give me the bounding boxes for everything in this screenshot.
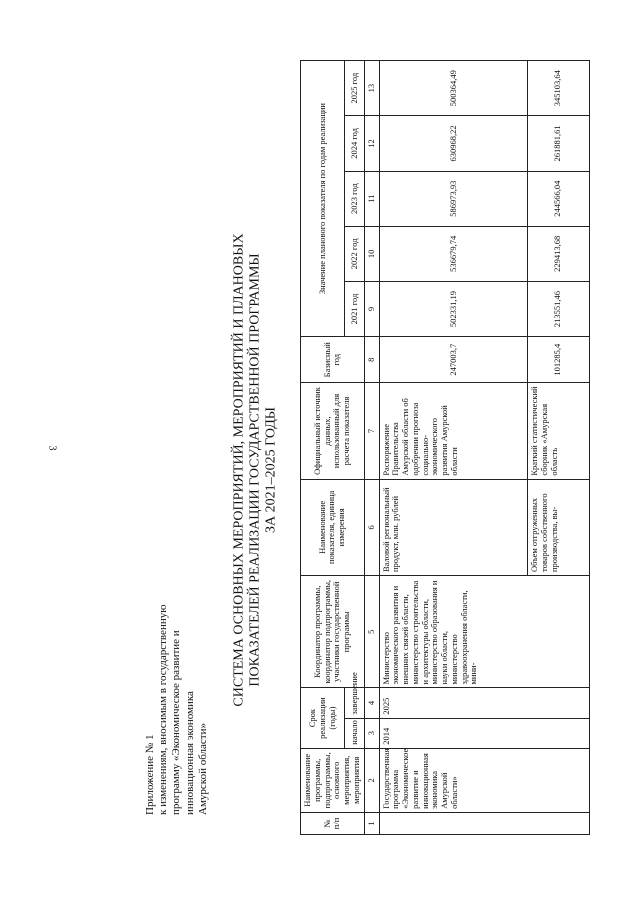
index-cell: 1 [364, 812, 379, 834]
index-cell: 13 [364, 61, 379, 116]
appendix-note [144, 515, 210, 815]
index-cell: 9 [364, 281, 379, 336]
header-source: Официальный источник данных, использованный для расчета показателя [301, 383, 365, 479]
term-end-cell: 2025 [379, 688, 589, 718]
value-2023-cell: 586973,93 [379, 171, 528, 226]
indicators-table [300, 60, 590, 835]
index-cell: 12 [364, 116, 379, 171]
base-year-cell: 101285,4 [528, 337, 589, 383]
indicator-source-cell: Краткий статистический сборник «Амурская область [528, 383, 589, 479]
header-year-2023: 2023 год [345, 171, 364, 226]
header-name: Наименование программы, подпрограммы, основного мероприятия, мероприятия [301, 748, 365, 812]
index-cell: 5 [364, 576, 379, 688]
value-2021-cell: 502331,19 [379, 281, 528, 336]
title-line: ЗА 2021–2025 ГОДЫ [263, 406, 279, 534]
table-row [379, 61, 528, 835]
value-2023-cell: 244566,04 [528, 171, 589, 226]
header-term: Срок реализации (годы) [301, 688, 345, 748]
title-line: СИСТЕМА ОСНОВНЫХ МЕРОПРИЯТИЙ, МЕРОПРИЯТИЙ И ПЛАНОВЫХ [231, 233, 247, 707]
appendix-line: к изменениям, вносимым в государственную [157, 604, 170, 815]
coordinator-cell: Министерство экономического развития и внешних связей области, министерство строительства и архитектуры области, министерство образования и науки области, министерство здравоохранения области, мини- [379, 576, 589, 688]
term-start-cell: 2014 [379, 718, 589, 748]
header-year-2022: 2022 год [345, 226, 364, 281]
index-cell: 3 [364, 718, 379, 748]
value-2021-cell: 213551,46 [528, 281, 589, 336]
value-2025-cell: 345103,64 [528, 61, 589, 116]
row-num-cell [379, 812, 589, 834]
document-title [232, 210, 280, 730]
index-cell: 8 [364, 337, 379, 383]
header-indicator: Наименование показателя, единица измерения [301, 479, 365, 575]
title-line: ПОКАЗАТЕЛЕЙ РЕАЛИЗАЦИИ ГОСУДАРСТВЕННОЙ ПРОГРАММЫ [247, 253, 263, 687]
appendix-line: Амурской области» [196, 723, 209, 815]
indicator-name-cell: Объем отгруженных товаров собственного производства, вы- [528, 479, 589, 575]
value-2024-cell: 261881,61 [528, 116, 589, 171]
index-cell: 7 [364, 383, 379, 479]
appendix-line: инновационная экономика [183, 691, 196, 815]
appendix-line: Приложение № 1 [144, 734, 157, 815]
header-year-2025: 2025 год [345, 61, 364, 116]
header-term-start: начало [345, 718, 364, 748]
header-year-2024: 2024 год [345, 116, 364, 171]
index-cell: 6 [364, 479, 379, 575]
index-cell: 11 [364, 171, 379, 226]
header-term-end: завершение [345, 688, 364, 718]
indicator-name-cell: Валовой региональный продукт, млн. рублей [379, 479, 528, 575]
index-cell: 10 [364, 226, 379, 281]
value-2025-cell: 500364,49 [379, 61, 528, 116]
base-year-cell: 247003,7 [379, 337, 528, 383]
appendix-line: программу «Экономическое развитие и [170, 630, 183, 815]
index-cell: 4 [364, 688, 379, 718]
indicators-table-wrapper [300, 60, 575, 835]
header-plan: Значение планового показателя по годам реализации [301, 61, 345, 337]
value-2022-cell: 229413,68 [528, 226, 589, 281]
indicator-source-cell: Распоряжение Правительства Амурской области об одобрении прогноза социально-экономического развития Амурской области [379, 383, 528, 479]
header-year-2021: 2021 год [345, 281, 364, 336]
program-name-cell: Государственная программа «Экономическое развитие и инновационная экономика Амурской области» [379, 748, 589, 812]
header-base-year: Базисный год [301, 337, 365, 383]
index-cell: 2 [364, 748, 379, 812]
header-coordinator: Координатор программы, координатор подпрограммы, участники государственной программы [301, 576, 365, 688]
value-2022-cell: 536679,74 [379, 226, 528, 281]
value-2024-cell: 630968,22 [379, 116, 528, 171]
page-number: 3 [46, 445, 58, 451]
column-index-row [364, 61, 379, 835]
header-num: № п/п [301, 812, 365, 834]
